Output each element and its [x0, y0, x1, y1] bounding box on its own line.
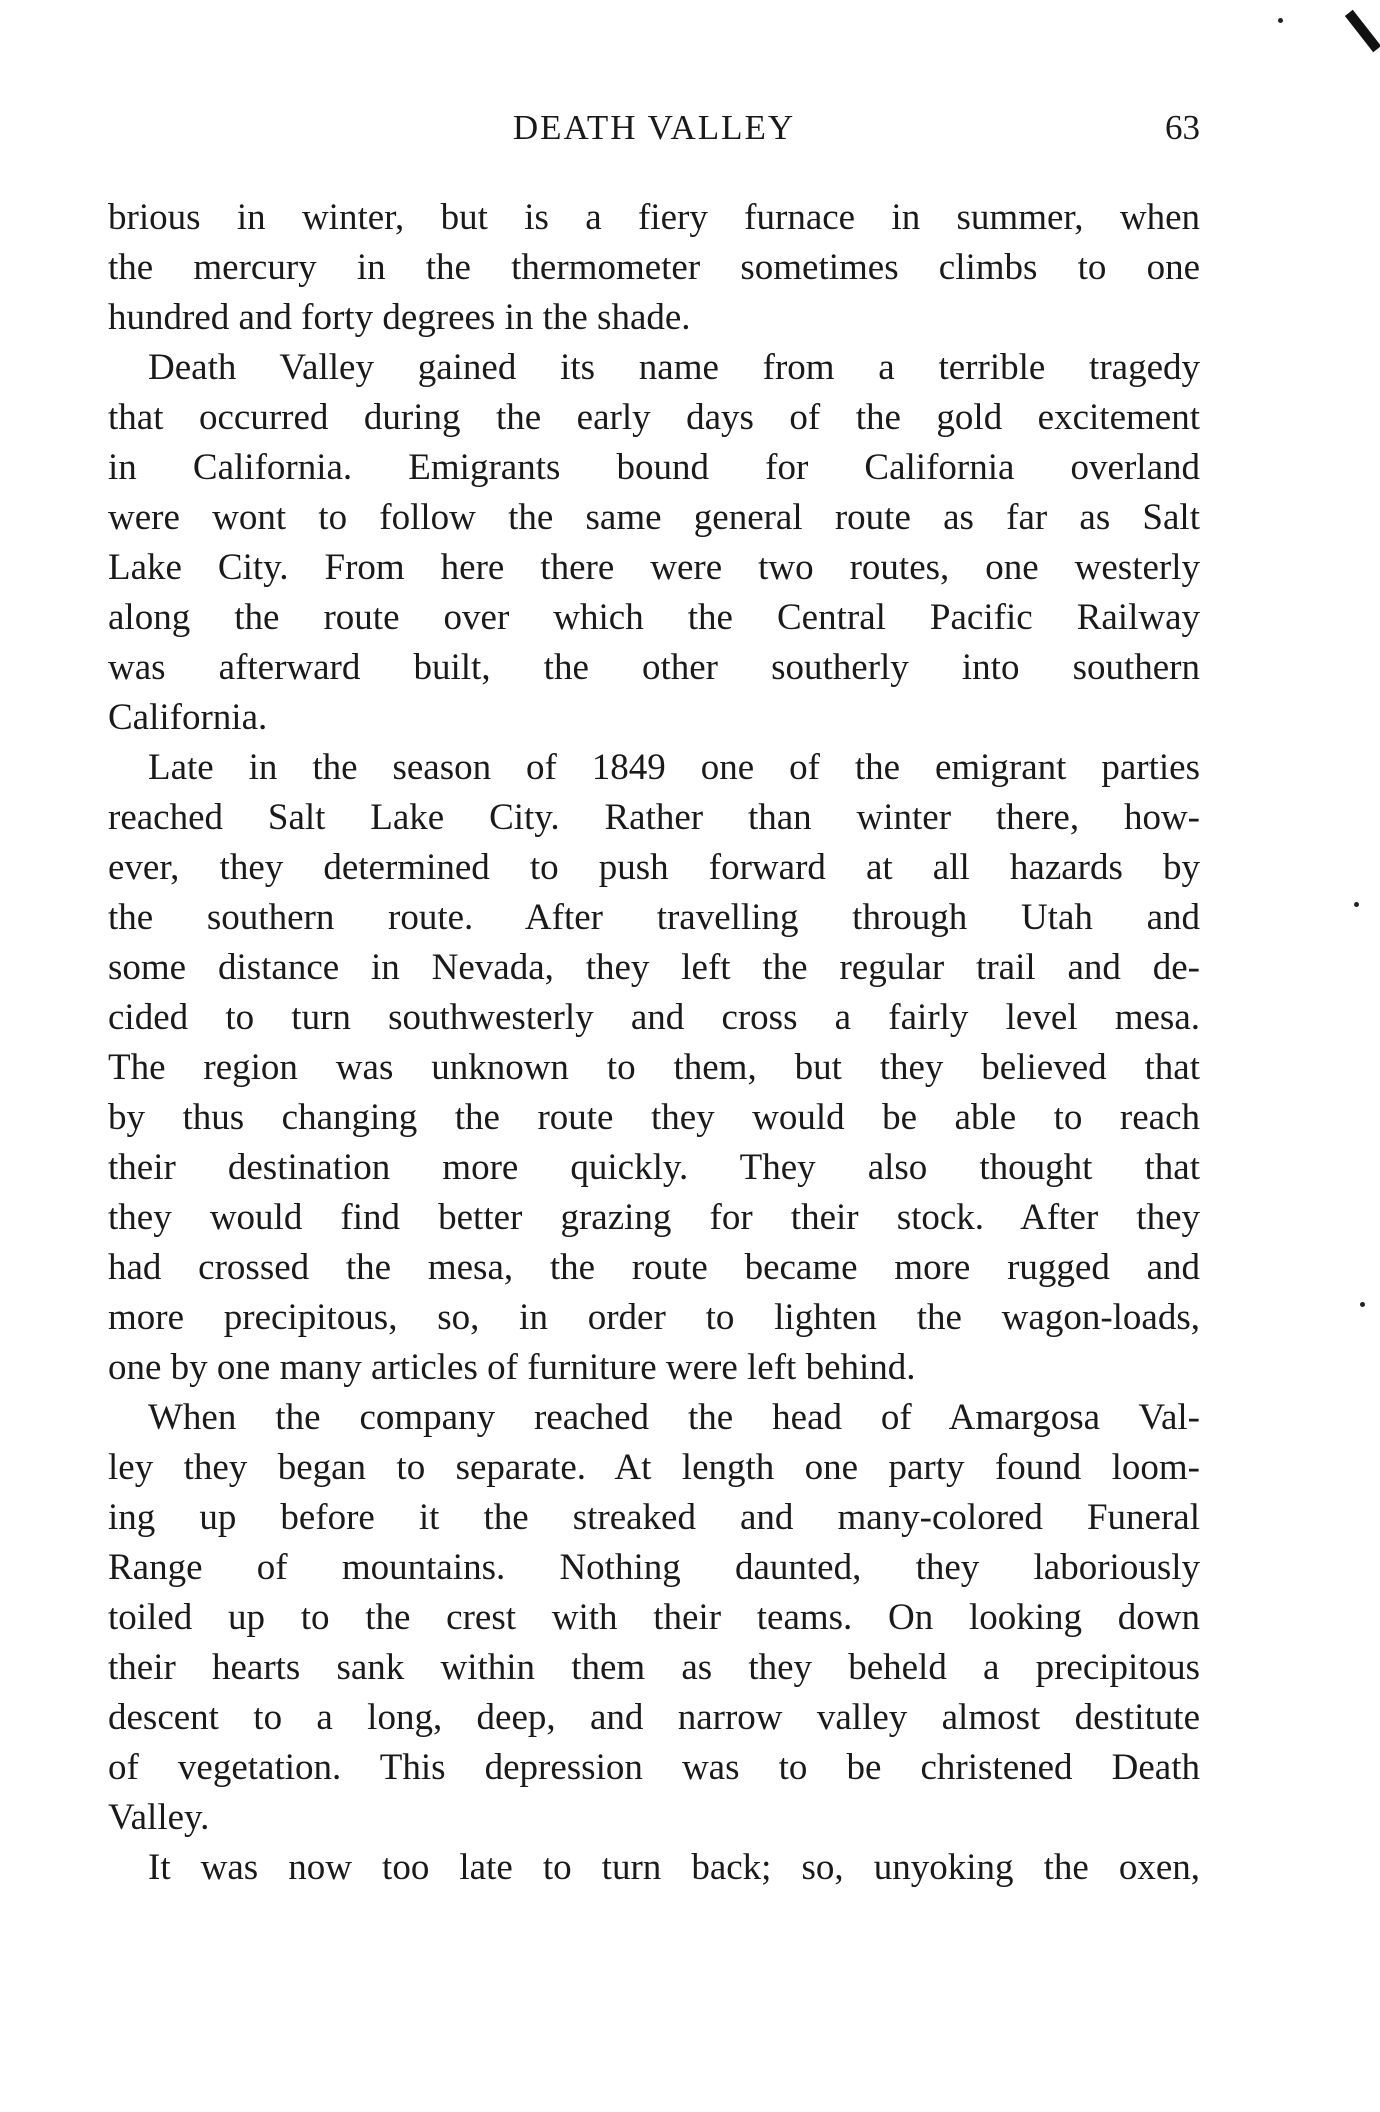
text-line: hundred and forty degrees in the shade. — [108, 297, 691, 338]
text-line: along the route over which the Central Pacific Railway — [108, 597, 1200, 638]
text-line: ley they began to separate. At length one party found loom- — [108, 1447, 1200, 1488]
text-line: they would find better grazing for their stock. After they — [108, 1197, 1200, 1238]
text-line: in California. Emigrants bound for California overland — [108, 447, 1200, 488]
paragraph-start-line: Death Valley gained its name from a terrible tragedy — [148, 347, 1200, 388]
text-line: the southern route. After travelling through Utah and — [108, 897, 1200, 938]
text-line: was afterward built, the other southerly into southern — [108, 647, 1200, 688]
text-line: California. — [108, 697, 268, 738]
text-line: more precipitous, so, in order to lighten the wagon-loads, — [108, 1297, 1200, 1338]
text-line: ing up before it the streaked and many-colored Funeral — [108, 1497, 1200, 1538]
text-line: descent to a long, deep, and narrow valley almost destitute — [108, 1697, 1200, 1738]
paragraph-start-line: When the company reached the head of Amargosa Val- — [148, 1397, 1200, 1438]
body-text — [108, 193, 1200, 1893]
text-line: Range of mountains. Nothing daunted, they laboriously — [108, 1547, 1200, 1588]
text-line: by thus changing the route they would be able to reach — [108, 1097, 1200, 1138]
text-line: their destination more quickly. They also thought that — [108, 1147, 1200, 1188]
text-line: reached Salt Lake City. Rather than winter there, how- — [108, 797, 1200, 838]
ink-speck — [1278, 18, 1283, 23]
text-line: were wont to follow the same general route as far as Salt — [108, 497, 1200, 538]
text-line: brious in winter, but is a fiery furnace in summer, when — [108, 197, 1200, 238]
text-line: Lake City. From here there were two routes, one westerly — [108, 547, 1200, 588]
paragraph-start-line: It was now too late to turn back; so, unyoking the oxen, — [148, 1847, 1200, 1888]
paragraph-start-line: Late in the season of 1849 one of the emigrant parties — [148, 747, 1200, 788]
text-line: The region was unknown to them, but they believed that — [108, 1047, 1200, 1088]
text-line: some distance in Nevada, they left the regular trail and de- — [108, 947, 1200, 988]
text-line: that occurred during the early days of the gold excitement — [108, 397, 1200, 438]
text-line: Valley. — [108, 1797, 210, 1838]
text-line: ever, they determined to push forward at all hazards by — [108, 847, 1200, 888]
text-line: their hearts sank within them as they beheld a precipitous — [108, 1647, 1200, 1688]
text-line: the mercury in the thermometer sometimes climbs to one — [108, 247, 1200, 288]
page-number: 63 — [1165, 108, 1200, 147]
text-line: one by one many articles of furniture were left behind. — [108, 1347, 916, 1388]
ink-speck — [1360, 1302, 1365, 1307]
ink-speck — [1354, 902, 1359, 907]
running-head — [108, 108, 1200, 158]
running-title: DEATH VALLEY — [512, 108, 796, 147]
corner-ink-mark — [1345, 10, 1380, 52]
text-line: toiled up to the crest with their teams. On looking down — [108, 1597, 1200, 1638]
text-line: cided to turn southwesterly and cross a fairly level mesa. — [108, 997, 1200, 1038]
text-line: had crossed the mesa, the route became more rugged and — [108, 1247, 1200, 1288]
text-line: of vegetation. This depression was to be christened Death — [108, 1747, 1200, 1788]
